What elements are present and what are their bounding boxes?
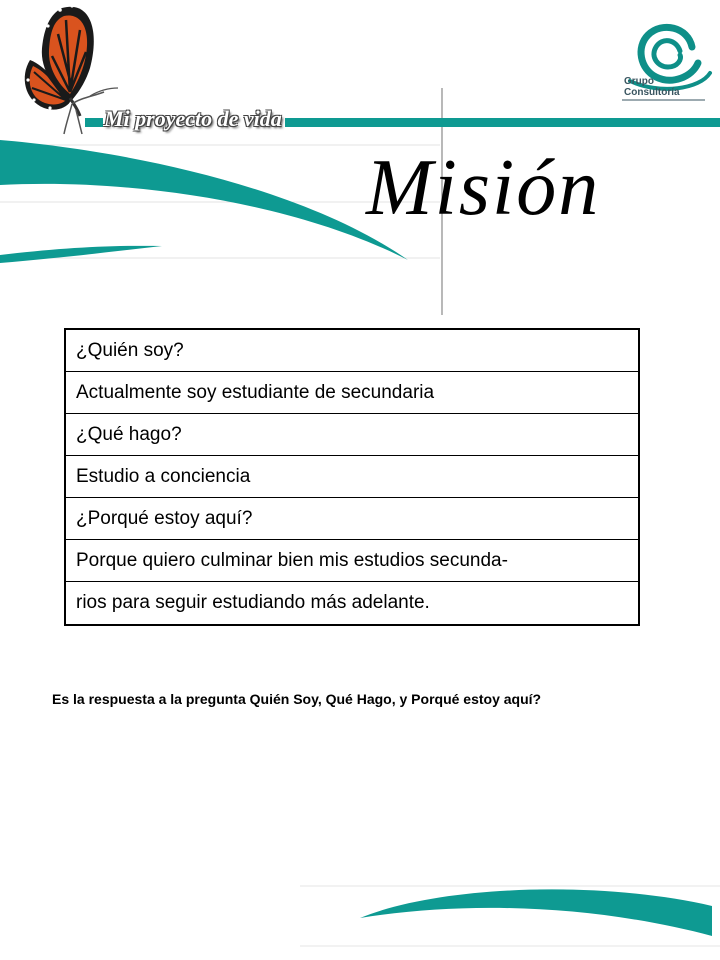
- top-swoosh: [0, 140, 408, 260]
- caption-text: Es la respuesta a la pregunta Quién Soy, Qué Hago, y Porqué estoy aquí?: [52, 691, 542, 707]
- mission-table: [64, 328, 640, 626]
- table-row: ¿Porqué estoy aquí?: [66, 498, 638, 540]
- bottom-swoosh: [360, 889, 712, 936]
- logo-text-line2: Consultoría: [624, 87, 680, 98]
- page-title: Misión: [366, 144, 601, 232]
- header-bar: [285, 118, 720, 127]
- logo-text-line1: Grupo: [624, 76, 654, 87]
- table-row: ¿Qué hago?: [66, 414, 638, 456]
- table-row: Porque quiero culminar bien mis estudios secunda-: [66, 540, 638, 582]
- table-row: rios para seguir estudiando más adelante.: [76, 592, 430, 613]
- table-row: Estudio a conciencia: [66, 456, 638, 498]
- table-row: ¿Quién soy?: [66, 330, 638, 372]
- table-row: Actualmente soy estudiante de secundaria: [66, 372, 638, 414]
- brand-title: Mi proyecto de vida: [104, 106, 282, 131]
